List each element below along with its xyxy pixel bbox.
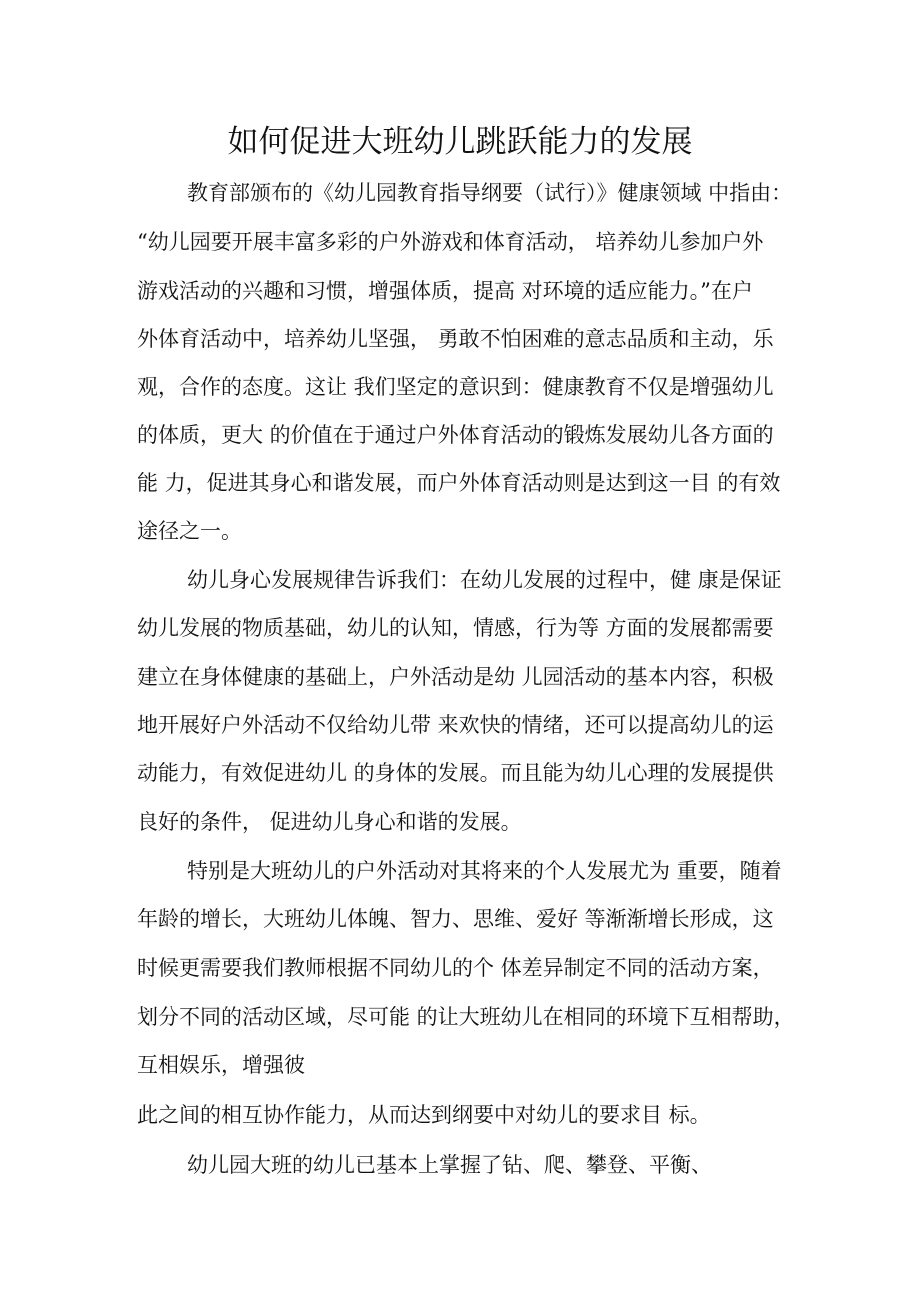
text-line: 动能力，有效促进幼儿 的身体的发展。而且能为幼儿心理的发展提供 <box>137 761 774 785</box>
text-line: 建立在身体健康的基础上，户外活动是幼 儿园活动的基本内容，积极 <box>137 665 774 689</box>
text-line: 游戏活动的兴趣和习惯，增强体质，提高 对环境的适应能力。”在户 <box>137 279 753 303</box>
text-line: 幼儿发展的物质基础，幼儿的认知，情感，行为等 方面的发展都需要 <box>137 616 774 640</box>
text-line: 良好的条件， 促进幼儿身心和谐的发展。 <box>137 810 522 834</box>
text-line: 外体育活动中，培养幼儿坚强， 勇敢不怕困难的意志品质和主动，乐 <box>137 327 774 351</box>
text-line: 年龄的增长，大班幼儿体魄、智力、思维、爱好 等渐渐增长形成，这 <box>137 907 774 931</box>
text-line: 时候更需要我们教师根据不同幼儿的个 体差异制定不同的活动方案， <box>137 956 774 980</box>
text-line: “幼儿园要开展丰富多彩的户外游戏和体育活动， 培养幼儿参加户外 <box>137 230 764 254</box>
text-line: 教育部颁布的《幼儿园教育指导纲要（试行）》健康领域 中指由： <box>187 181 793 205</box>
text-line: 途径之一。 <box>137 519 242 543</box>
text-line: 能 力，促进其身心和谐发展，而户外体育活动则是达到这一目 的有效 <box>137 471 781 495</box>
document-title: 如何促进大班幼儿跳跃能力的发展 <box>227 124 693 160</box>
text-line: 地开展好户外活动不仅给幼儿带 来欢快的情绪，还可以提高幼儿的运 <box>137 713 774 737</box>
text-line: 的体质，更大 的价值在于通过户外体育活动的锻炼发展幼儿各方面的 <box>137 423 774 447</box>
text-line: 特别是大班幼儿的户外活动对其将来的个人发展尤为 重要，随着 <box>187 859 782 883</box>
text-line: 互相娱乐，增强彼 <box>137 1053 305 1077</box>
text-line: 幼儿园大班的幼儿已基本上掌握了钻、爬、攀登、平衡、 <box>187 1153 712 1177</box>
text-line: 观，合作的态度。这让 我们坚定的意识到：健康教育不仅是增强幼儿 <box>137 375 774 399</box>
text-line: 幼儿身心发展规律告诉我们：在幼儿发展的过程中，健 康是保证 <box>187 568 782 592</box>
text-line: 此之间的相互协作能力，从而达到纲要中对幼儿的要求目 标。 <box>137 1103 711 1127</box>
text-line: 划分不同的活动区域，尽可能 的让大班幼儿在相同的环境下互相帮助， <box>137 1005 795 1029</box>
